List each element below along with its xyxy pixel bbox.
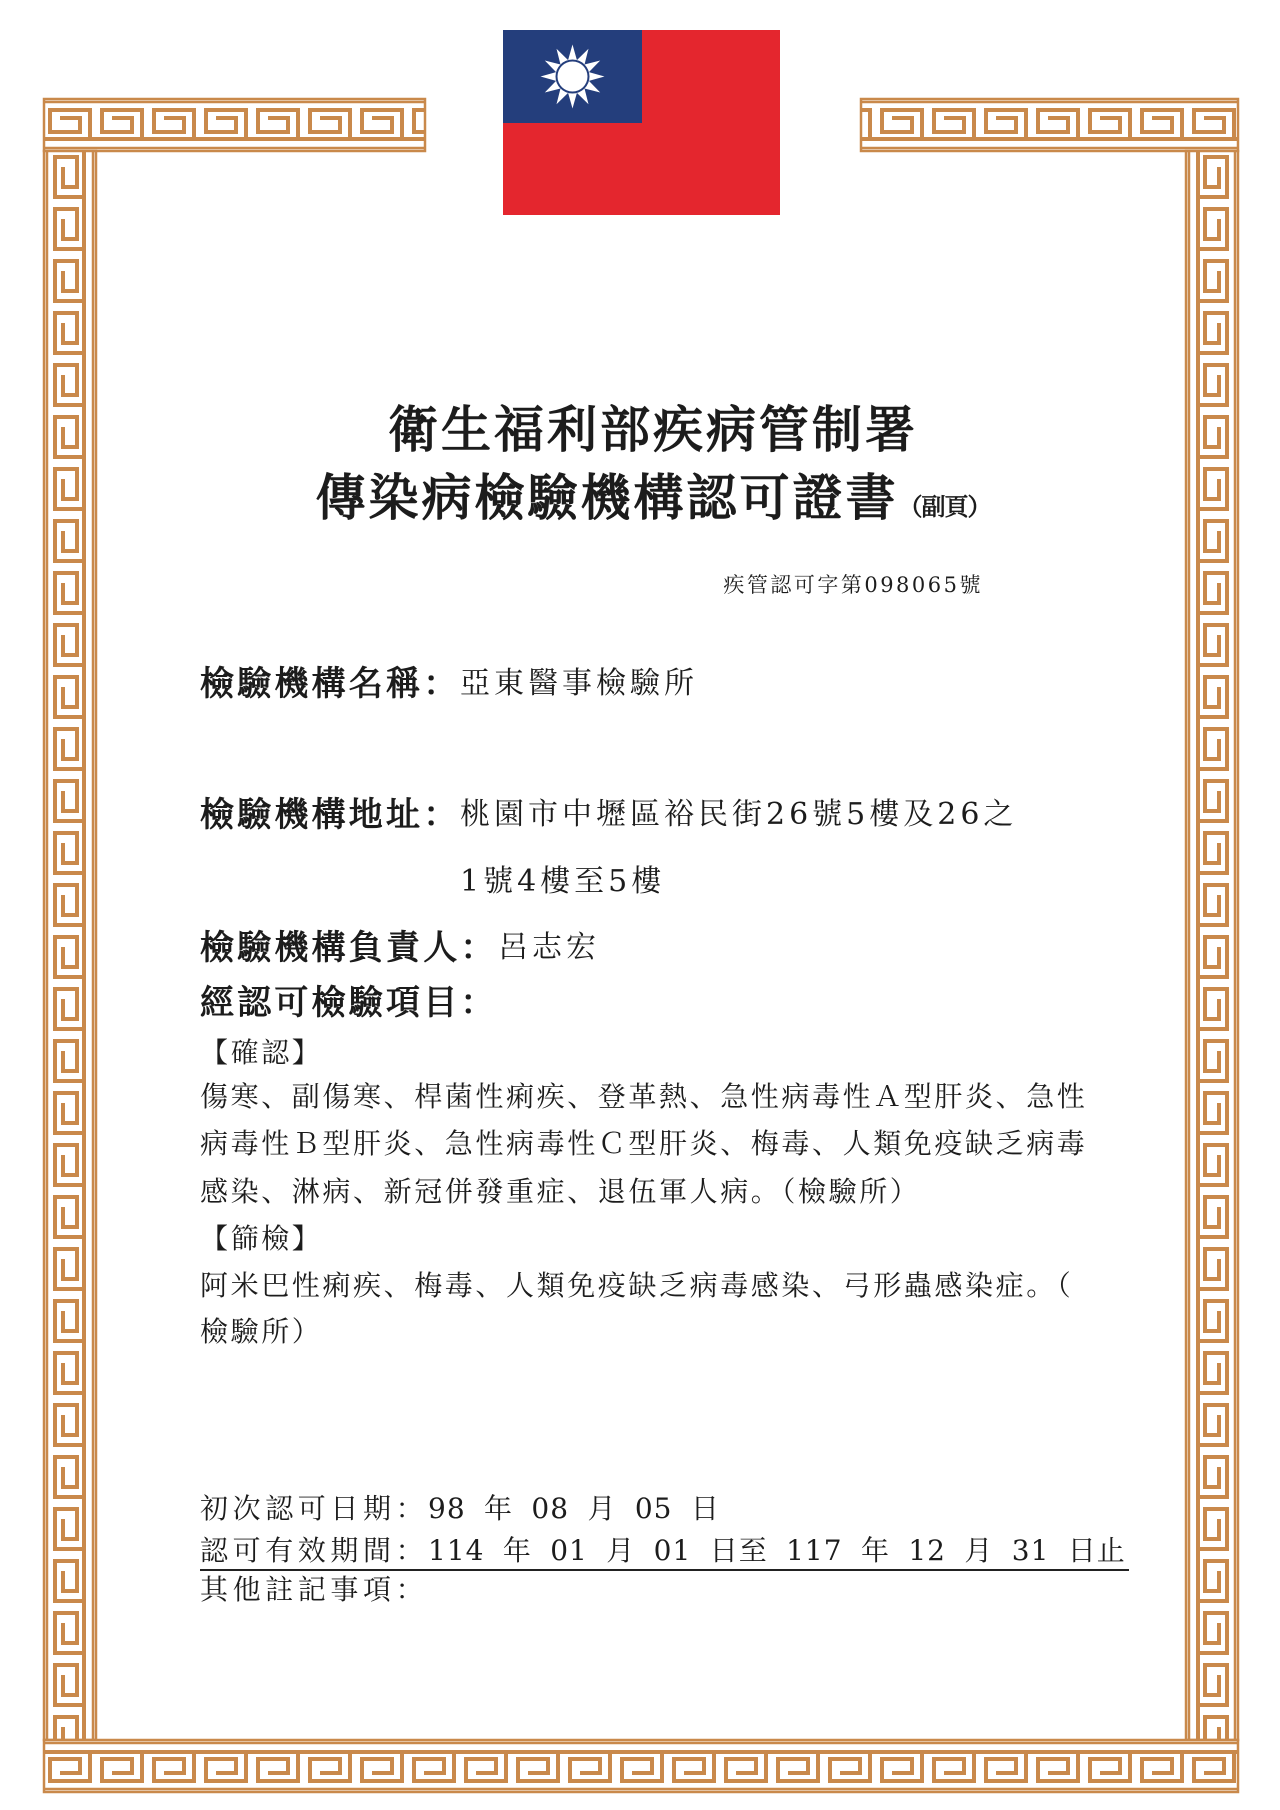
person-in-charge-label: 檢驗機構負責人： xyxy=(200,928,498,968)
confirmation-line: 傷寒、副傷寒、桿菌性痢疾、登革熱、急性病毒性Ａ型肝炎、急性 xyxy=(200,1080,1088,1113)
confirmation-line: 感染、淋病、新冠併發重症、退伍軍人病。（檢驗所） xyxy=(200,1175,921,1208)
title-agency: 衛生福利部疾病管制署 xyxy=(388,401,918,459)
institution-address-label: 檢驗機構地址： xyxy=(200,795,461,835)
screening-line: 阿米巴性痢疾、梅毒、人類免疫缺乏病毒感染、弓形蟲感染症。（ xyxy=(200,1269,1074,1302)
validity-underline xyxy=(200,1569,1129,1571)
first-approval-label: 初次認可日期： xyxy=(200,1492,429,1525)
border-top-left xyxy=(44,99,425,151)
first-approval-value: 98 年 08 月 05 日 xyxy=(428,1492,720,1525)
validity-period-value: 114 年 01 月 01 日至 117 年 12 月 31 日止 xyxy=(428,1534,1126,1567)
other-notes-label: 其他註記事項： xyxy=(200,1573,429,1606)
title-certificate-suffix: （副頁） xyxy=(898,493,991,521)
approved-items-label: 經認可檢驗項目： xyxy=(200,983,498,1023)
institution-name-label: 檢驗機構名稱： xyxy=(200,664,461,704)
border-left xyxy=(44,151,96,1740)
national-flag xyxy=(503,30,780,215)
confirmation-heading: 【確認】 xyxy=(200,1036,323,1069)
confirmation-line: 病毒性Ｂ型肝炎、急性病毒性Ｃ型肝炎、梅毒、人類免疫缺乏病毒 xyxy=(200,1127,1088,1160)
border-bottom xyxy=(44,1740,1238,1792)
person-in-charge-value: 呂志宏 xyxy=(498,930,600,965)
validity-period-label: 認可有效期間： xyxy=(200,1534,429,1567)
border-top-right xyxy=(861,99,1238,151)
screening-line: 檢驗所） xyxy=(200,1315,323,1348)
institution-address-line1: 桃園市中壢區裕民街26號5樓及26之 xyxy=(460,797,1018,832)
sun-disc xyxy=(558,62,588,92)
title-certificate xyxy=(140,468,1166,537)
title-certificate-main: 傳染病檢驗機構認可證書 xyxy=(315,469,899,527)
institution-address-line2: 1號4樓至5樓 xyxy=(460,864,666,899)
certificate-number: 疾管認可字第098065號 xyxy=(723,573,983,597)
screening-heading: 【篩檢】 xyxy=(200,1222,323,1255)
border-right xyxy=(1186,151,1238,1740)
institution-name-value: 亞東醫事檢驗所 xyxy=(460,666,698,701)
